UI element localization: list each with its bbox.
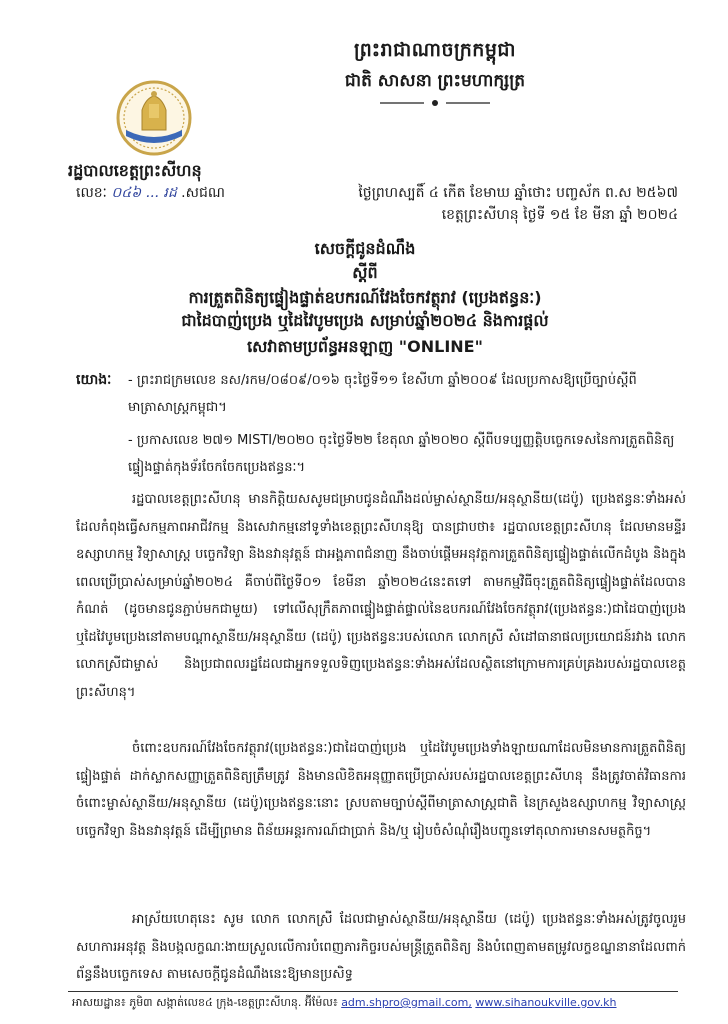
reference-item-1: - ព្រះរាជក្រមលេខ នស/រកម/០៨០៩/០១៦ ចុះថ្ងៃទី១១ ខែសីហា ឆ្នាំ២០០៩ ដែលប្រកាសឱ្យប្រើច្បាប់ស្តីពីមាត្រាសាស្ត្រកម្ពុជា។ [128,373,637,415]
footer-email-link[interactable]: adm.shpro@gmail.com, [341,996,472,1009]
letter-number-value: ០៤៦ ... រដ [111,185,177,201]
divider-ornament-icon [380,99,490,107]
body-paragraph-2: ចំពោះឧបករណ៍វែងចែកវត្ថុរាវ(ប្រេងឥន្ធនៈ)ជាដៃបាញ់ប្រេង ឬដៃវៃបូមប្រេងទាំងឡាយណាដែលមិនមានការត្រួតពិនិត្យផ្ទៀងផ្ទាត់ ដាក់ស្លាកសញ្ញាត្រួតពិនិត្យត្រឹមត្រូវ និងមានលិខិតអនុញ្ញាតប្រើប្រាស់របស់រដ្ឋបាលខេត្តព្រះសីហនុ នឹងត្រូវចាត់វិធានការចំពោះម្ចាស់ស្ថានីយ/អនុស្ថានីយ (ដេប៉ូ)ប្រេងឥន្ធនៈនោះ ស្របតាមច្បាប់ស្តីពីមាត្រាសាស្ត្រជាតិ នៃក្រសួងឧស្សាហកម្ម វិទ្យាសាស្ត្រ បច្ចេកវិទ្យា និងនវានុវត្តន៍ ដើម្បីព្រមាន ពិន័យអន្តរការណ៍ជាប្រាក់ និង/ឬ រៀបចំសំណុំរឿងបញ្ជូនទៅតុលាការមានសមត្ថកិច្ច។ [76,741,686,839]
notice-subject-line-2: ជាដៃបាញ់ប្រេង ឬដៃវៃបូមប្រេង សម្រាប់ឆ្នាំ២០២៤ និងការផ្តល់ [181,311,549,330]
national-motto: ជាតិ សាសនា ព្រះមហាក្សត្រ [344,71,526,91]
notice-subject-line-3: សេវាតាមប្រព័ន្ធអនឡាញ "ONLINE" [247,337,483,356]
letter-number [76,183,225,204]
notice-subject-line-1: ការត្រួតពិនិត្យផ្ទៀងផ្ទាត់ឧបករណ៍វែងចែកវត្ថុរាវ (ប្រេងឥន្ធនៈ) [188,288,542,307]
letter-number-label: លេខៈ [76,185,107,201]
kingdom-heading: ព្រះរាជាណាចក្រកម្ពុជា [354,39,516,61]
footer [72,996,617,1012]
provincial-seal-logo [116,80,192,156]
reference-item-2: - ប្រកាសលេខ ២៧១ MISTI/២០២០ ចុះថ្ងៃទី២២ ខែតុលា ឆ្នាំ២០២០ ស្តីពីបទប្បញ្ញត្តិបច្ចេកទេសនៃការត្រួតពិនិត្យផ្ទៀងផ្ទាត់កុងទ័រចែកចែកប្រេងឥន្ធនៈ។ [128,433,675,475]
notice-subject-label: ស្តីពី [352,263,378,282]
solar-date: ខេត្តព្រះសីហនុ ថ្ងៃទី ១៥ ខែ មីនា ឆ្នាំ ២០២៤ [441,207,678,223]
issuing-authority: រដ្ឋបាលខេត្តព្រះសីហនុ [68,161,202,180]
footer-address: អាសយដ្ឋាន៖ ភូមិ៣ សង្កាត់លេខ៤ ក្រុង-ខេត្តព្រះសីហនុ. [72,996,302,1009]
letter-number-suffix: .សជណ [181,185,225,201]
footer-website-link[interactable]: www.sihanoukville.gov.kh [475,996,617,1009]
footer-divider [68,991,678,992]
reference-label: យោងៈ [76,372,112,388]
lunar-date: ថ្ងៃព្រហស្បតិ៍ ៤ កើត ខែមាឃ ឆ្នាំថោះ បញ្ចស័ក ព.ស ២៥៦៧ [358,185,678,201]
footer-email-label: អ៊ីម៉ែល៖ [304,996,338,1009]
body-paragraph-1: រដ្ឋបាលខេត្តព្រះសីហនុ មានកិត្តិយសសូមជម្រាបជូនដំណឹងដល់ម្ចាស់ស្ថានីយ/អនុស្ថានីយ(ដេប៉ូ) ប្រេងឥន្ធនៈទាំងអស់ដែលកំពុងធ្វើសកម្មភាពអាជីវកម្ម និងសេវាកម្មនៅទូទាំងខេត្តព្រះសីហនុឱ្យ បានជ្រាបថា៖ រដ្ឋបាលខេត្តព្រះសីហនុ ដែលមានមន្ទីរឧស្សាហកម្ម វិទ្យាសាស្ត្រ បច្ចេកវិទ្យា និងនវានុវត្តន៍ ជាអង្គភាពជំនាញ នឹងចាប់ផ្តើមអនុវត្តការត្រួតពិនិត្យផ្ទៀងផ្ទាត់លើកដំបូង និងក្នុងពេលប្រើប្រាស់សម្រាប់ឆ្នាំ២០២៤ គឺចាប់ពីថ្ងៃទី០១ ខែមីនា ឆ្នាំ២០២៤នេះតទៅ តាមកម្មវិធីចុះត្រួតពិនិត្យផ្ទៀងផ្ទាត់ដែលបានកំណត់ (ដូចមានជូនភ្ជាប់មកជាមួយ) ទៅលើសុក្រឹតភាពផ្ទៀងផ្ទាត់ផ្ទាល់នៃឧបករណ៍វែងចែកវត្ថុរាវ(ប្រេងឥន្ធនៈ)ជាដៃបាញ់ប្រេង ឬដៃវៃបូមប្រេងនៅតាមបណ្តាស្ថានីយ/អនុស្ថានីយ (ដេប៉ូ) ប្រេងឥន្ធនៈរបស់លោក លោកស្រី សំដៅធានាផលប្រយោជន៍រវាង លោក លោកស្រីជាម្ចាស់ និងប្រជាពលរដ្ឋដែលជាអ្នកទទួលទិញប្រេងឥន្ធនៈទាំងអស់ដែលស្ថិតនៅក្រោមការគ្រប់គ្រងរបស់រដ្ឋបាលខេត្តព្រះសីហនុ។ [76,492,686,700]
body-paragraph-3: អាស្រ័យហេតុនេះ សូម លោក លោកស្រី ដែលជាម្ចាស់ស្ថានីយ/អនុស្ថានីយ (ដេប៉ូ) ប្រេងឥន្ធនៈទាំងអស់ត្រូវចូលរួមសហការអនុវត្ត និងបង្កលក្ខណៈងាយស្រួលលើការបំពេញភារកិច្ចរបស់មន្ត្រីត្រួតពិនិត្យ និងបំពេញតាមតម្រូវលក្ខខណ្ឌនានាដែលពាក់ព័ន្ធនឹងបច្ចេកទេស តាមសេចក្តីជូនដំណឹងនេះឱ្យមានប្រសិទ្ធ [76,912,686,982]
notice-title: សេចក្តីជូនដំណឹង [314,239,416,258]
